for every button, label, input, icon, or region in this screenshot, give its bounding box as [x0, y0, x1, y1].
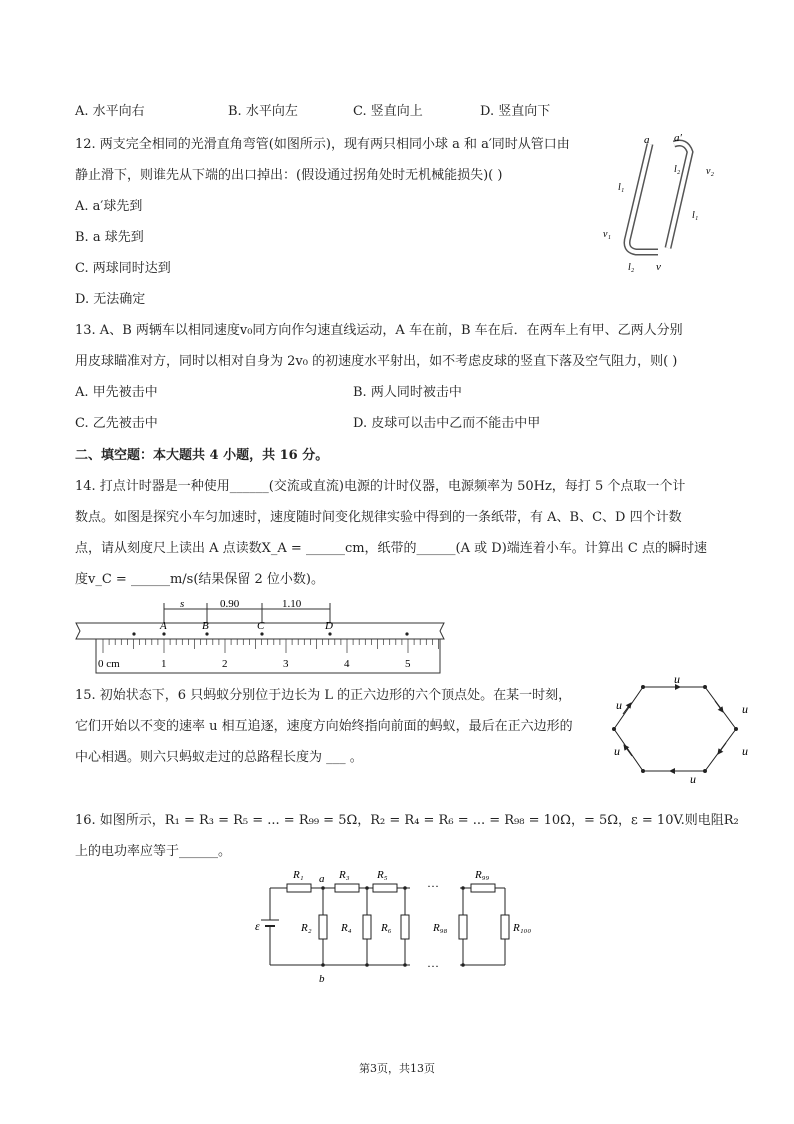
q12-option-a: A. a′球先到 — [75, 199, 143, 214]
q14-text-line2: 数点。如图是探究小车匀加速时，速度随时间变化规律实验中得到的一条纸带，有 A、B、C、D 四个计数 — [75, 510, 682, 525]
label-r4: R₄ — [341, 922, 352, 934]
label-r3: R₃ — [339, 869, 350, 881]
q16-ladder-circuit — [255, 860, 555, 990]
hex-u-left-top: u — [616, 698, 622, 712]
q14-text-line3: 点，请从刻度尺上读出 A 点读数X_A = ______cm，纸带的______(A 或 D)端连着小车。计算出 C 点的瞬时速 — [75, 541, 707, 556]
ruler-point-d: D — [325, 620, 333, 632]
q11-option-d: D. 竖直向下 — [480, 104, 551, 119]
q12-label-l2-top: l₂ — [674, 164, 681, 175]
q12-label-v2: v₂ — [706, 166, 714, 177]
q13-option-a: A. 甲先被击中 — [75, 385, 158, 400]
q12-label-l1-left: l₁ — [618, 182, 625, 193]
q11-option-c: C. 竖直向上 — [353, 104, 423, 119]
q12-option-c: C. 两球同时达到 — [75, 261, 171, 276]
resistor-r1 — [287, 884, 311, 892]
q14-text-line1: 14. 打点计时器是一种使用______(交流或直流)电源的计时仪器，电源频率为 50Hz，每打 5 个点取一个计 — [75, 479, 686, 494]
q15-hexagon-figure — [610, 673, 760, 785]
hex-u-left-bottom: u — [614, 744, 620, 758]
resistor-r6 — [401, 915, 409, 939]
q12-label-l1-right: l₁ — [692, 210, 699, 221]
section-heading: 二、填空题：本大题共 4 小题，共 16 分。 — [75, 448, 329, 463]
ruler-tick-2: 2 — [222, 658, 228, 670]
ruler-point-c: C — [257, 620, 265, 632]
q12-text-line1: 12. 两支完全相同的光滑直角弯管(如图所示)，现有两只相同小球 a 和 a′同时从管口由 — [75, 137, 570, 152]
label-emf: ε — [255, 919, 260, 933]
q12-label-l2-bottom: l₂ — [628, 262, 635, 273]
resistor-r3 — [335, 884, 359, 892]
q14-ruler-figure — [72, 595, 452, 675]
label-r98: R₉₈ — [433, 922, 448, 934]
label-r5: R₅ — [377, 869, 388, 881]
resistor-r98 — [459, 915, 467, 939]
q16-text-line1: 16. 如图所示，R₁ = R₃ = R₅ = ... = R₉₉ = 5Ω，R₂ = R₄ = R₆ = ... = R₉₈ = 10Ω，= 5Ω，ε = 10V.则电阻R₂ — [75, 813, 739, 828]
dots-top: ··· — [427, 879, 439, 893]
q16-text-line2: 上的电功率应等于______。 — [75, 844, 232, 859]
q15-text-line1: 15. 初始状态下，6 只蚂蚁分别位于边长为 L 的正六边形的六个顶点处。在某一时刻， — [75, 688, 572, 703]
ruler-tick-1: 1 — [161, 658, 167, 670]
label-r6: R₆ — [381, 922, 392, 934]
q13-text-line2: 用皮球瞄准对方，同时以相对自身为 2v₀ 的初速度水平射出，如不考虑皮球的竖直下落及空气阻力，则( ) — [75, 354, 678, 369]
ruler-tick-0: 0 cm — [98, 658, 120, 670]
hex-u-right-bottom: u — [742, 744, 748, 758]
q12-label-v1: v₁ — [603, 229, 611, 240]
q15-text-line3: 中心相遇。则六只蚂蚁走过的总路程长度为 ___ 。 — [75, 750, 363, 765]
hex-u-right-top: u — [742, 702, 748, 716]
ruler-point-a: A — [160, 620, 167, 632]
q12-option-b: B. a 球先到 — [75, 230, 144, 245]
label-r100: R₁₀₀ — [513, 922, 532, 934]
label-r99: R₉₉ — [475, 869, 490, 881]
label-a: a — [319, 873, 325, 885]
ruler-tick-3: 3 — [283, 658, 289, 670]
ruler-label-s: s — [180, 598, 185, 610]
page-number: 第3页，共13页 — [359, 1062, 435, 1075]
q13-text-line1: 13. A、B 两辆车以相同速度v₀同方向作匀速直线运动，A 车在前，B 车在后．在两车上有甲、乙两人分别 — [75, 323, 683, 338]
resistor-r2 — [319, 915, 327, 939]
q11-option-a: A. 水平向右 — [75, 104, 145, 119]
q13-option-b: B. 两人同时被击中 — [353, 385, 462, 400]
q11-option-b: B. 水平向左 — [228, 104, 298, 119]
ruler-tick-5: 5 — [405, 658, 411, 670]
q12-bent-tube-figure — [600, 132, 730, 277]
label-r1: R₁ — [293, 869, 304, 881]
q12-label-a: a — [644, 134, 650, 146]
q12-text-line2: 静止滑下，则谁先从下端的出口掉出：(假设通过拐角处时无机械能损失)( ) — [75, 168, 503, 183]
label-b: b — [319, 973, 325, 985]
ruler-tick-4: 4 — [344, 658, 350, 670]
q15-text-line2: 它们开始以不变的速率 u 相互追逐，速度方向始终指向前面的蚂蚁，最后在正六边形的 — [75, 719, 573, 734]
ruler-label-110: 1.10 — [282, 598, 302, 610]
label-r2: R₂ — [301, 922, 312, 934]
ruler-label-090: 0.90 — [220, 598, 240, 610]
dots-bottom: ··· — [427, 959, 439, 973]
resistor-r99 — [471, 884, 495, 892]
resistor-r4 — [363, 915, 371, 939]
q12-label-a-prime: a′ — [674, 132, 682, 144]
hex-u-bottom: u — [690, 772, 696, 785]
hex-u-top: u — [674, 673, 680, 686]
ruler-point-b: B — [202, 620, 209, 632]
resistor-r100 — [501, 915, 509, 939]
q13-option-d: D. 皮球可以击中乙而不能击中甲 — [353, 416, 541, 431]
q12-label-v: v — [656, 261, 661, 273]
q12-option-d: D. 无法确定 — [75, 292, 146, 307]
q14-text-line4: 度v_C = ______m/s(结果保留 2 位小数)。 — [75, 572, 325, 587]
q13-option-c: C. 乙先被击中 — [75, 416, 158, 431]
resistor-r5 — [373, 884, 397, 892]
